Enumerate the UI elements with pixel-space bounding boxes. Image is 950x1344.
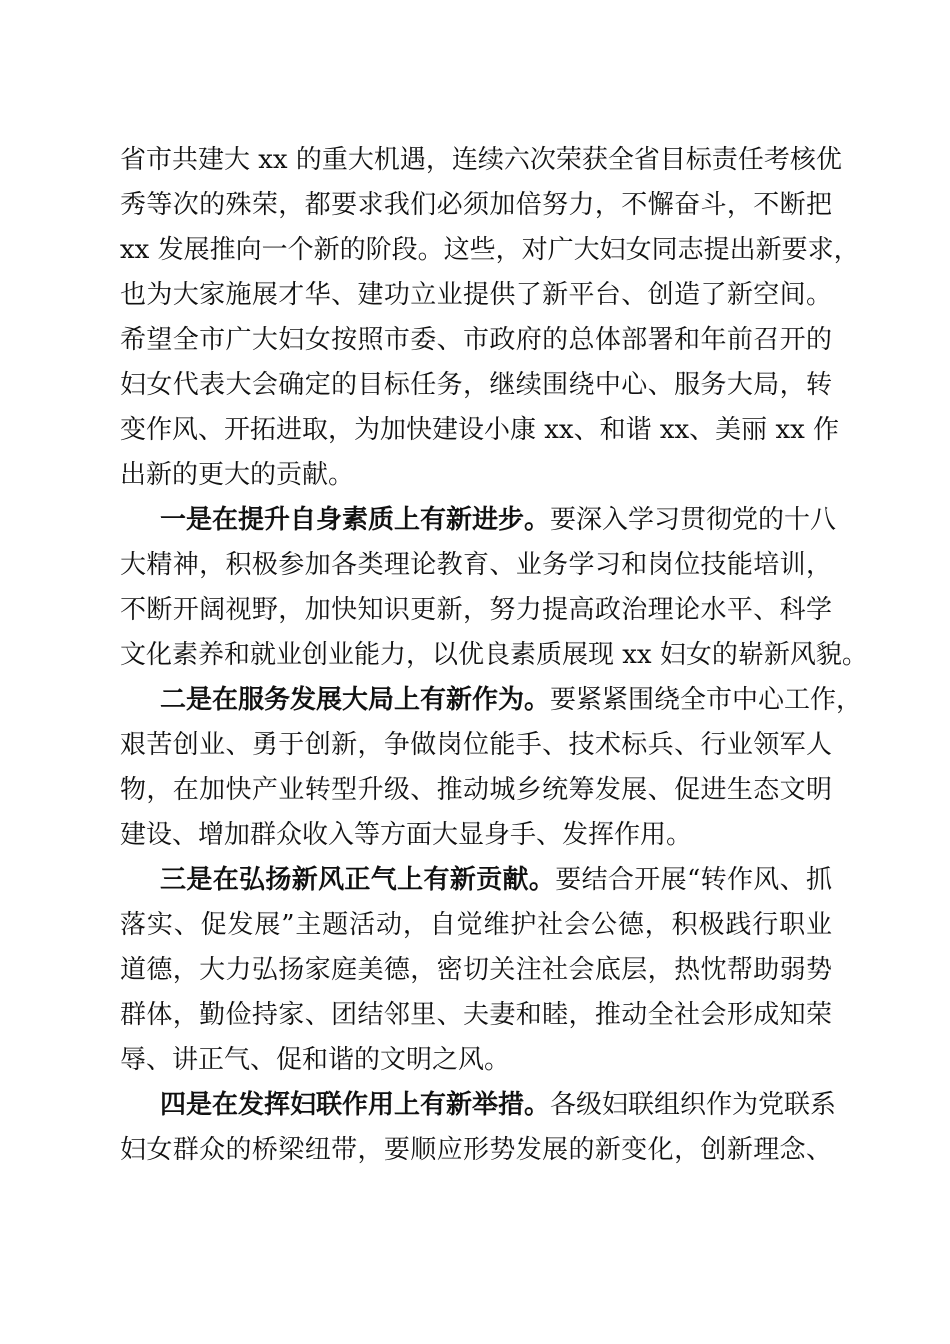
document-body — [120, 138, 868, 1173]
text-line: 妇女代表大会确定的目标任务，继续围绕中心、服务大局，转 — [120, 370, 832, 400]
paragraph-first-rest: 要紧紧围绕全市中心工作， — [550, 685, 863, 715]
paragraph-lead: 三是在弘扬新风正气上有新贡献。 — [160, 865, 556, 895]
text-line: 不断开阔视野，加快知识更新，努力提高政治理论水平、科学 — [120, 595, 832, 625]
paragraph-first-line — [120, 858, 832, 903]
paragraph-4 — [120, 858, 832, 1083]
text-line: 辱、讲正气、促和谐的文明之风。 — [120, 1045, 511, 1075]
text-line: 妇女群众的桥梁纽带，要顺应形势发展的新变化，创新理念、 — [120, 1135, 832, 1165]
paragraph-first-rest: 各级妇联组织作为党联系 — [550, 1090, 837, 1120]
text-line: 省市共建大 xx 的重大机遇，连续六次荣获全省目标责任考核优 — [120, 145, 842, 175]
text-line: 文化素养和就业创业能力，以优良素质展现 xx 妇女的崭新风貌。 — [120, 640, 868, 670]
paragraph-first-rest: 要结合开展“转作风、抓 — [555, 865, 832, 895]
text-line: 物，在加快产业转型升级、推动城乡统筹发展、促进生态文明 — [120, 775, 832, 805]
text-line: 秀等次的殊荣，都要求我们必须加倍努力，不懈奋斗，不断把 — [120, 190, 832, 220]
text-line: 道德，大力弘扬家庭美德，密切关注社会底层，热忱帮助弱势 — [120, 955, 832, 985]
paragraph-3 — [120, 678, 863, 858]
text-line: 变作风、开拓进取，为加快建设小康 xx、和谐 xx、美丽 xx 作 — [120, 415, 840, 445]
paragraph-lead: 一是在提升自身素质上有新进步。 — [160, 505, 551, 535]
paragraph-first-rest: 要深入学习贯彻党的十八 — [550, 505, 837, 535]
paragraph-5 — [120, 1083, 837, 1173]
paragraph-1 — [120, 138, 860, 498]
text-line: 也为大家施展才华、建功立业提供了新平台、创造了新空间。 — [120, 280, 832, 310]
paragraph-first-line — [120, 498, 837, 543]
text-line: 落实、促发展”主题活动，自觉维护社会公德，积极践行职业 — [120, 910, 832, 940]
paragraph-first-line — [120, 1083, 837, 1128]
text-line: 希望全市广大妇女按照市委、市政府的总体部署和年前召开的 — [120, 325, 832, 355]
text-line: 艰苦创业、勇于创新，争做岗位能手、技术标兵、行业领军人 — [120, 730, 832, 760]
text-line: 建设、增加群众收入等方面大显身手、发挥作用。 — [120, 820, 693, 850]
text-line: xx 发展推向一个新的阶段。这些，对广大妇女同志提出新要求， — [120, 235, 860, 265]
text-line: 出新的更大的贡献。 — [120, 460, 355, 490]
text-line: 群体，勤俭持家、团结邻里、夫妻和睦，推动全社会形成知荣 — [120, 1000, 832, 1030]
paragraph-lead: 二是在服务发展大局上有新作为。 — [160, 685, 551, 715]
paragraph-2 — [120, 498, 868, 678]
paragraph-first-line — [120, 678, 863, 723]
text-line: 大精神，积极参加各类理论教育、业务学习和岗位技能培训， — [120, 550, 832, 580]
paragraph-lead: 四是在发挥妇联作用上有新举措。 — [160, 1090, 551, 1120]
